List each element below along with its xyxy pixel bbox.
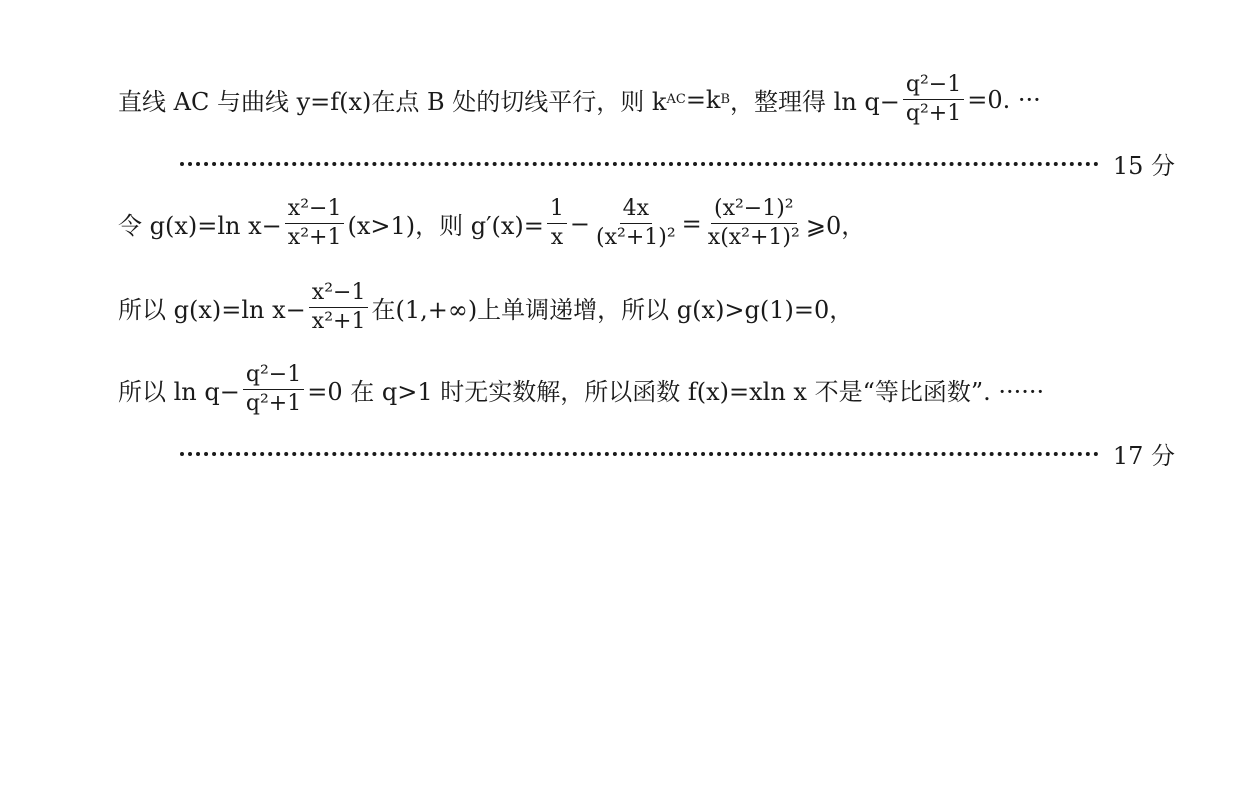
score-label: 17 分 [1112,442,1175,470]
dotted-leader [180,452,1099,456]
fraction-derivative [705,196,803,252]
line1-mid: =k [685,85,721,114]
fraction-denominator: x²+1 [287,225,342,251]
line1-suffix: ，整理得 ln q− [730,88,900,117]
score-label: 15 分 [1112,152,1175,180]
fraction-denominator: (x²+1)² [596,225,676,251]
fraction-numerator: 4x [620,196,652,224]
score-line-15 [180,146,1175,181]
line3-end: 在(1,+∞)上单调递增，所以 g(x)>g(1)=0， [371,296,854,325]
equals-sign: = [681,209,702,238]
line1-prefix: 直线 AC 与曲线 y=f(x)在点 B 处的切线平行，则 k [118,88,667,117]
fraction-q [243,362,304,418]
minus-sign: − [569,209,591,238]
line-define-g [118,196,1187,252]
fraction-numerator: q²−1 [903,72,964,100]
fraction-denominator: x [550,225,564,251]
line-monotonic [118,280,1187,336]
line1-end: =0. ··· [967,85,1041,114]
line4-prefix: 所以 ln q− [118,378,240,407]
fraction-denominator: q²+1 [245,391,302,417]
fraction-x [285,196,345,252]
fraction-numerator: (x²−1)² [711,196,797,224]
fraction-numerator: x²−1 [285,196,345,224]
line2-mid: (x>1)，则 g′(x)= [347,212,544,241]
fraction-one-over-x [547,196,567,252]
fraction-denominator: x²+1 [311,309,366,335]
fraction-denominator: q²+1 [905,101,962,127]
line-conclusion [118,362,1187,418]
fraction-numerator: x²−1 [309,280,369,308]
line-tangent-parallel: 直线 AC 与曲线 y=f(x)在点 B 处的切线平行，则 k AC =k B ，整理得 ln q− $\frac{\text{q²−1}}{\text{q²+1}}$ =0. ··· [118,72,1041,127]
fraction-numerator: 1 [547,196,567,224]
fraction-4x [593,196,679,252]
dotted-leader [180,162,1099,166]
fraction-q [903,72,964,128]
line2-prefix: 令 g(x)=ln x− [118,212,282,241]
fraction-denominator: x(x²+1)² [707,225,800,251]
score-line-17 [180,436,1175,471]
line2-end: ⩾0， [805,212,866,241]
line4-end: =0 在 q>1 时无实数解，所以函数 f(x)=xln x 不是“等比函数”. ······ [307,378,1045,407]
fraction-numerator: q²−1 [243,362,304,390]
fraction-x [309,280,369,336]
line3-prefix: 所以 g(x)=ln x− [118,296,306,325]
